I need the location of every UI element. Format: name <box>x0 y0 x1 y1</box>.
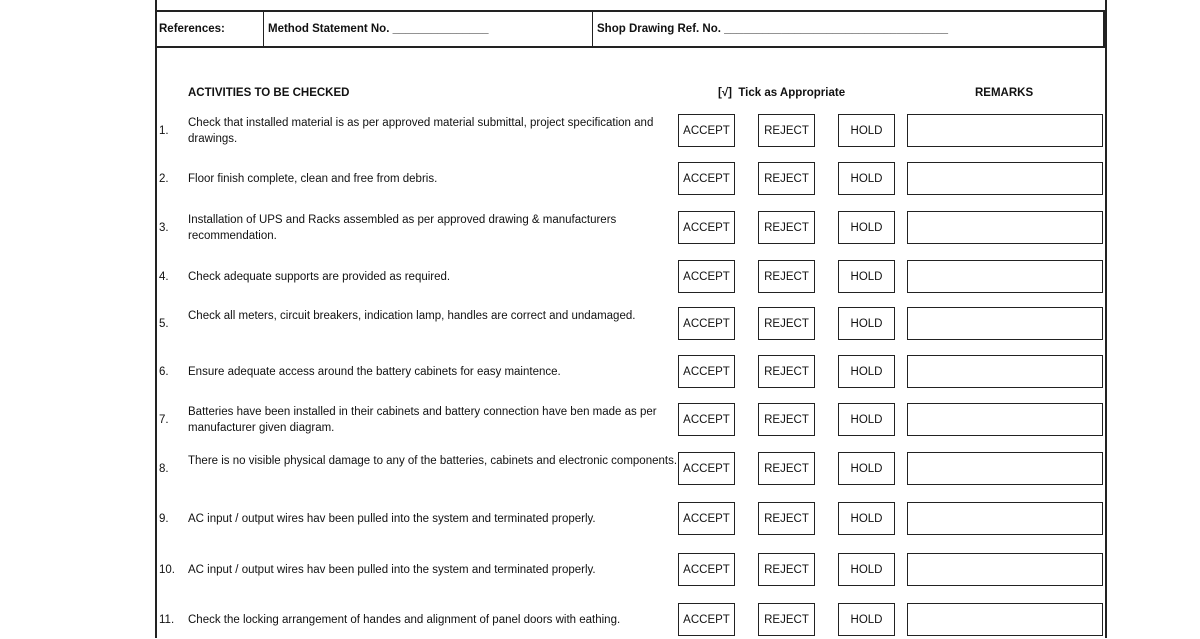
reject-button[interactable]: REJECT <box>758 260 815 293</box>
reject-button[interactable]: REJECT <box>758 553 815 586</box>
hold-button[interactable]: HOLD <box>838 355 895 388</box>
checklist-item <box>157 114 1103 150</box>
checklist-item <box>157 553 1103 589</box>
accept-button[interactable]: ACCEPT <box>678 502 735 535</box>
reject-button[interactable]: REJECT <box>758 403 815 436</box>
item-number: 1. <box>159 125 169 137</box>
remarks-field[interactable] <box>907 307 1103 340</box>
accept-button[interactable]: ACCEPT <box>678 553 735 586</box>
hold-button[interactable]: HOLD <box>838 114 895 147</box>
accept-button[interactable]: ACCEPT <box>678 260 735 293</box>
item-number: 4. <box>159 271 169 283</box>
accept-button[interactable]: ACCEPT <box>678 452 735 485</box>
reject-button[interactable]: REJECT <box>758 114 815 147</box>
hold-button[interactable]: HOLD <box>838 403 895 436</box>
item-text: Check adequate supports are provided as required. <box>188 271 451 283</box>
item-text: Floor finish complete, clean and free from debris. <box>188 173 438 185</box>
method-statement-field[interactable]: Method Statement No. _______________ <box>268 23 489 35</box>
divider <box>263 12 264 46</box>
hold-button[interactable]: HOLD <box>838 502 895 535</box>
remarks-field[interactable] <box>907 260 1103 293</box>
reject-button[interactable]: REJECT <box>758 307 815 340</box>
activities-heading: ACTIVITIES TO BE CHECKED <box>188 87 350 99</box>
item-number: 8. <box>159 463 169 475</box>
hold-button[interactable]: HOLD <box>838 260 895 293</box>
hold-button[interactable]: HOLD <box>838 553 895 586</box>
remarks-field[interactable] <box>907 114 1103 147</box>
reject-button[interactable]: REJECT <box>758 162 815 195</box>
checklist-item <box>157 452 1103 488</box>
item-text: Batteries have been installed in their cabinets and battery connection have ben made as per manufacturer given diagram. <box>188 406 657 434</box>
accept-button[interactable]: ACCEPT <box>678 603 735 636</box>
hold-button[interactable]: HOLD <box>838 307 895 340</box>
reject-button[interactable]: REJECT <box>758 603 815 636</box>
hold-button[interactable]: HOLD <box>838 603 895 636</box>
checklist-item <box>157 502 1103 538</box>
hold-button[interactable]: HOLD <box>838 452 895 485</box>
item-text: Installation of UPS and Racks assembled as per approved drawing & manufacturers recommendation. <box>188 214 617 242</box>
reject-button[interactable]: REJECT <box>758 452 815 485</box>
item-number: 5. <box>159 318 169 330</box>
reject-button[interactable]: REJECT <box>758 211 815 244</box>
item-text: Check that installed material is as per approved material submittal, project specification and drawings. <box>188 117 654 145</box>
item-number: 6. <box>159 366 169 378</box>
item-text: There is no visible physical damage to any of the batteries, cabinets and electronic components. <box>188 455 678 467</box>
item-text: AC input / output wires hav been pulled into the system and terminated properly. <box>188 564 596 576</box>
item-number: 7. <box>159 414 169 426</box>
item-number: 10. <box>159 564 175 576</box>
remarks-field[interactable] <box>907 162 1103 195</box>
checklist-item <box>157 307 1103 343</box>
hold-button[interactable]: HOLD <box>838 211 895 244</box>
checklist-item <box>157 355 1103 391</box>
remarks-field[interactable] <box>907 502 1103 535</box>
remarks-field[interactable] <box>907 553 1103 586</box>
remarks-field[interactable] <box>907 603 1103 636</box>
item-text: Check all meters, circuit breakers, indication lamp, handles are correct and undamaged. <box>188 310 636 322</box>
checklist-item <box>157 260 1103 296</box>
accept-button[interactable]: ACCEPT <box>678 162 735 195</box>
checklist-item <box>157 403 1103 439</box>
reject-button[interactable]: REJECT <box>758 502 815 535</box>
tick-heading: [√] Tick as Appropriate <box>718 87 846 99</box>
item-number: 3. <box>159 222 169 234</box>
divider <box>592 12 593 46</box>
accept-button[interactable]: ACCEPT <box>678 211 735 244</box>
reject-button[interactable]: REJECT <box>758 355 815 388</box>
item-number: 2. <box>159 173 169 185</box>
item-text: AC input / output wires hav been pulled into the system and terminated properly. <box>188 513 596 525</box>
remarks-field[interactable] <box>907 452 1103 485</box>
accept-button[interactable]: ACCEPT <box>678 355 735 388</box>
checklist-item <box>157 603 1103 639</box>
accept-button[interactable]: ACCEPT <box>678 403 735 436</box>
remarks-field[interactable] <box>907 211 1103 244</box>
references-label: References: <box>159 23 225 35</box>
item-number: 9. <box>159 513 169 525</box>
checklist-item <box>157 162 1103 198</box>
item-number: 11. <box>159 614 175 626</box>
accept-button[interactable]: ACCEPT <box>678 307 735 340</box>
remarks-field[interactable] <box>907 403 1103 436</box>
item-text: Ensure adequate access around the battery cabinets for easy maintence. <box>188 366 561 378</box>
item-text: Check the locking arrangement of handes and alignment of panel doors with eathing. <box>188 614 621 626</box>
references-row <box>155 10 1105 48</box>
remarks-field[interactable] <box>907 355 1103 388</box>
remarks-heading: REMARKS <box>975 87 1034 99</box>
accept-button[interactable]: ACCEPT <box>678 114 735 147</box>
shop-drawing-field[interactable]: Shop Drawing Ref. No. ___________________________________ <box>597 23 948 35</box>
hold-button[interactable]: HOLD <box>838 162 895 195</box>
checklist-item <box>157 211 1103 247</box>
